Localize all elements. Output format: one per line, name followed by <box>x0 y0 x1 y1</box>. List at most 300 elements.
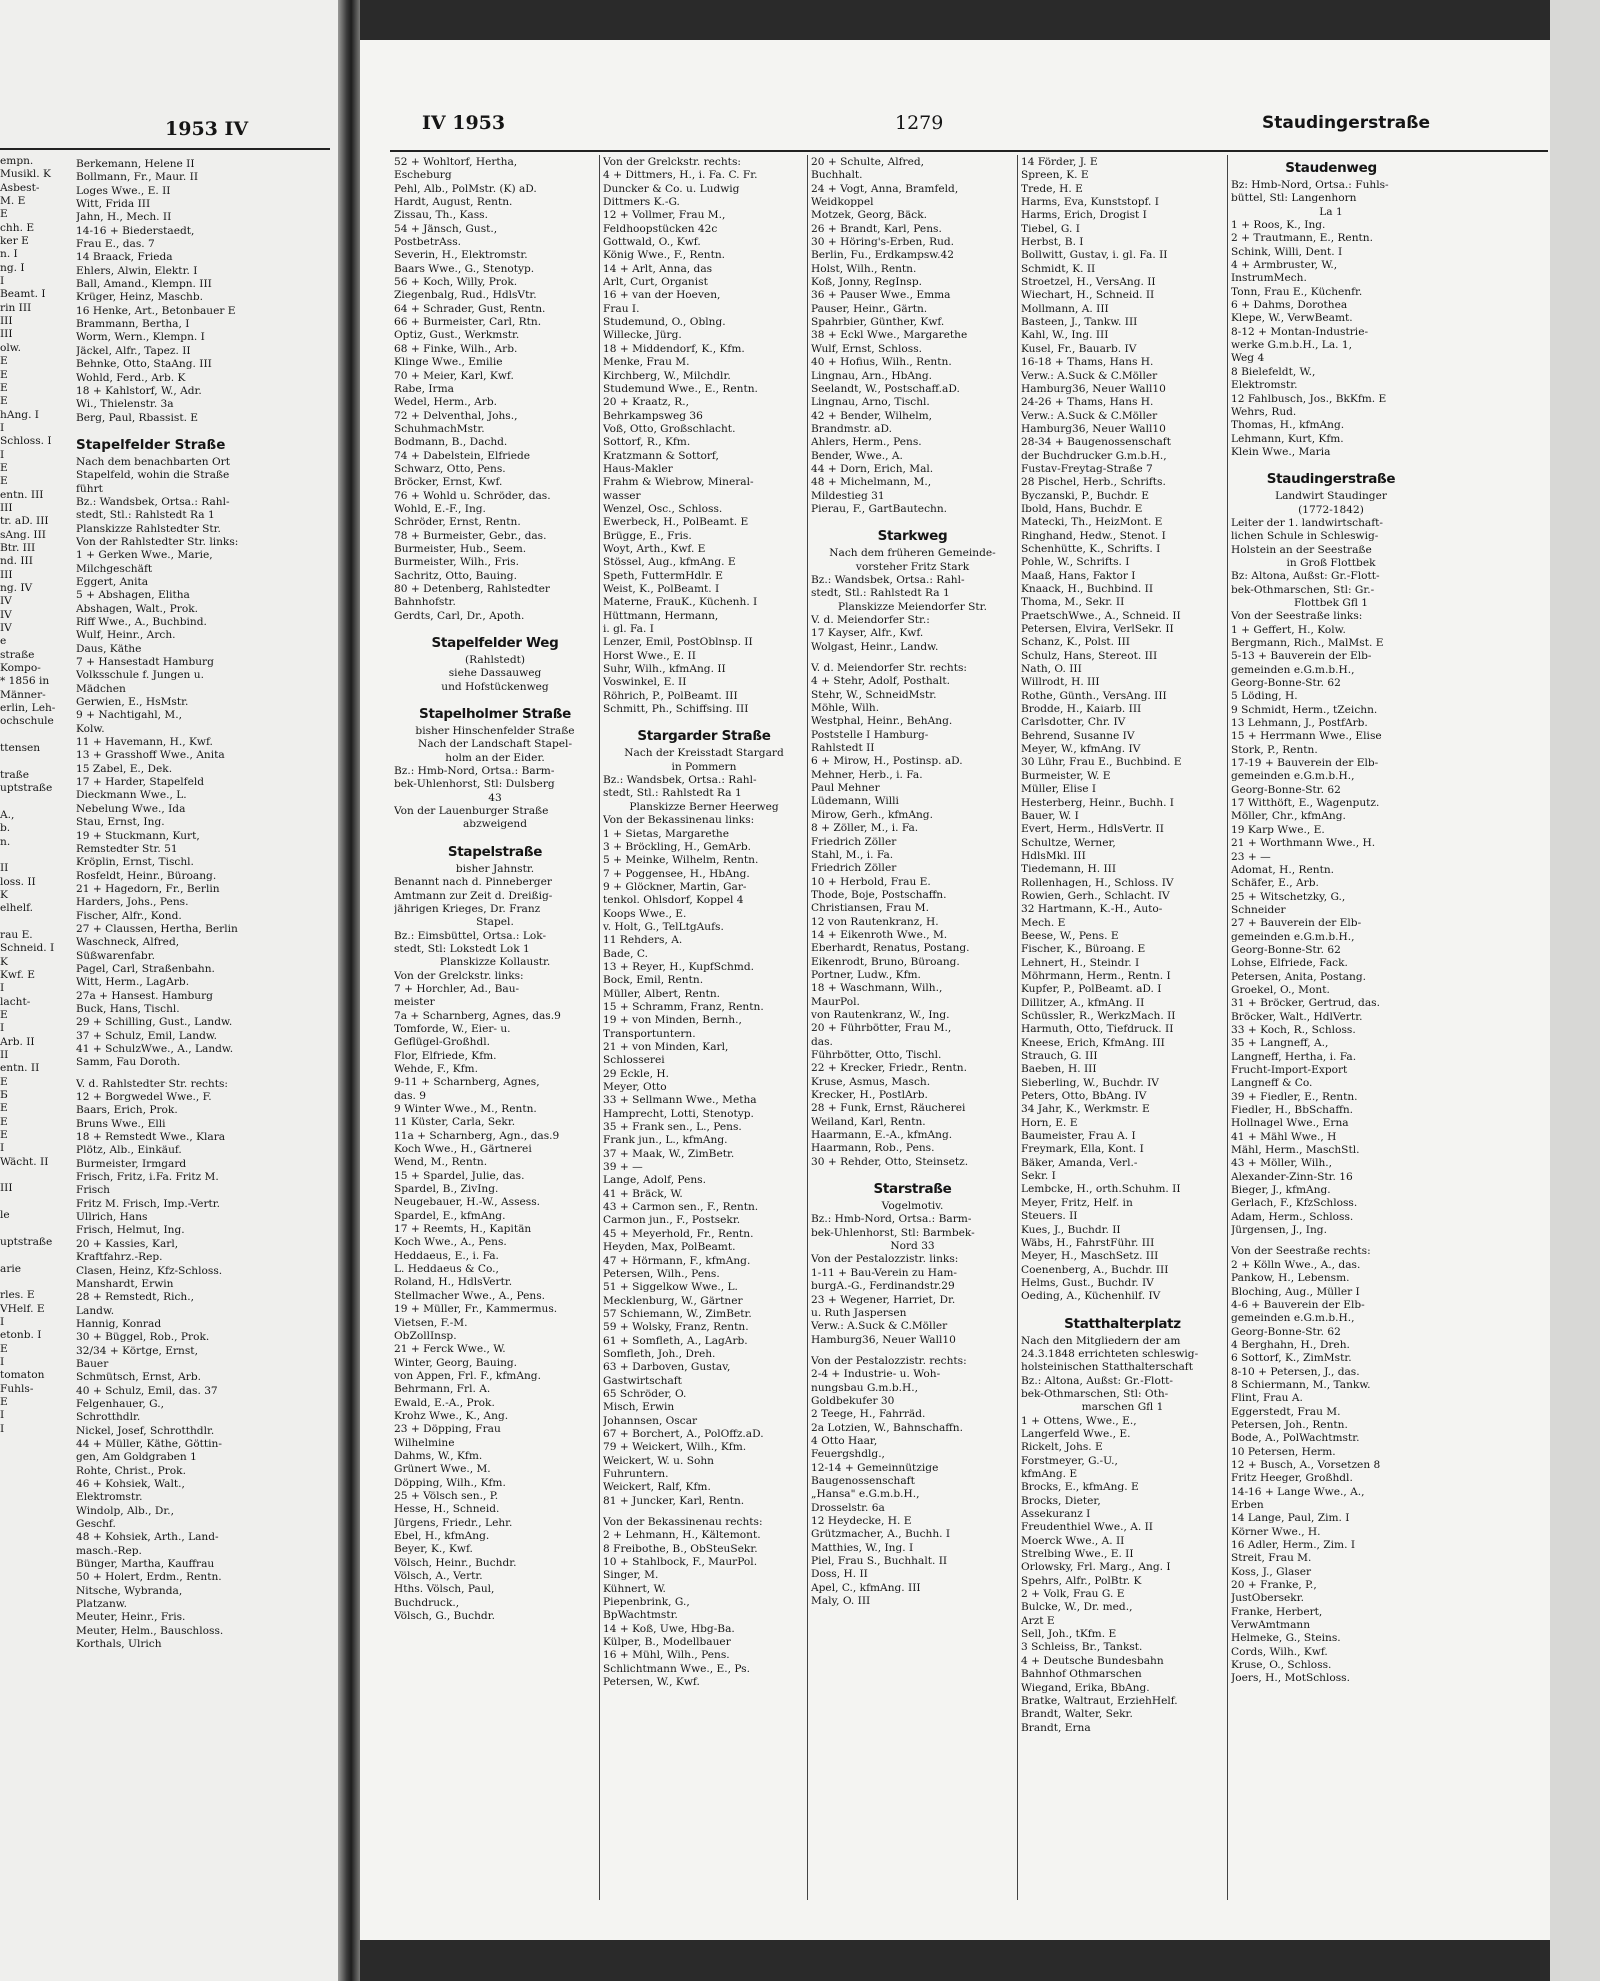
column-1 <box>394 156 596 1623</box>
directory-entry: Brandt, Erna <box>1021 1721 1091 1734</box>
directory-entry: Drosselstr. 6a <box>811 1501 885 1514</box>
directory-entry: Kirchberg, W., Milchdlr. <box>603 369 731 382</box>
directory-entry: Pagel, Carl, Straßenbahn. <box>76 962 215 975</box>
fragment-entry <box>0 916 70 929</box>
directory-entry: Haus-Makler <box>603 462 673 475</box>
directory-entry: Brocks, E., kfmAng. E <box>1021 1481 1139 1494</box>
directory-entry: Koß, Jonny, RegInsp. <box>811 276 923 289</box>
street-note: 43 <box>488 791 502 804</box>
directory-entry: 8-12 + Montan-Industrie- <box>1231 325 1369 338</box>
fragment-entry: E <box>0 1395 8 1408</box>
fragment-entry: E <box>0 368 8 381</box>
fragment-entry: erlin, Leh- <box>0 702 56 715</box>
directory-entry: 18 + Waschmann, Wilh., <box>811 982 943 995</box>
directory-entry: Wohld, Ferd., Arb. K <box>76 371 186 384</box>
directory-entry: Körner Wwe., H. <box>1231 1525 1321 1538</box>
directory-entry: Hardt, August, Rentn. <box>394 196 513 209</box>
directory-entry: Von der Rahlstedter Str. links: <box>76 535 239 548</box>
directory-entry: 1 + Roos, K., Ing. <box>1231 219 1326 232</box>
directory-entry: Maaß, Hans, Faktor I <box>1021 569 1136 582</box>
directory-entry: Hollnagel Wwe., Erna <box>1231 1117 1349 1130</box>
directory-entry: Hamburg36, Neuer Wall10 <box>1021 422 1166 435</box>
directory-entry: Ringhand, Hedw., Stenot. I <box>1021 529 1166 542</box>
directory-entry: Bollwitt, Gustav, i. gl. Fa. II <box>1021 249 1168 262</box>
directory-entry: Georg-Bonne-Str. 62 <box>1231 677 1341 690</box>
directory-entry: Schäfer, E., Arb. <box>1231 877 1319 890</box>
directory-entry: Langneff & Co. <box>1231 1077 1313 1090</box>
directory-entry: Hamprecht, Lotti, Stenotyp. <box>603 1107 754 1120</box>
directory-entry: Von der Grelckstr. links: <box>394 969 524 982</box>
directory-entry: Bz: Altona, Außst: Gr.-Flott- <box>1231 570 1380 583</box>
directory-entry: 16 + Mühl, Wilh., Pens. <box>603 1649 730 1662</box>
street-note: Planskizze Kollaustr. <box>439 956 551 969</box>
directory-entry: Bz.: Hmb-Nord, Ortsa.: Barm- <box>811 1213 972 1226</box>
directory-entry: 8 Schiermann, M., Tankw. <box>1231 1378 1371 1391</box>
directory-entry: Ball, Amand., Klempn. III <box>76 278 212 291</box>
directory-entry: 4-6 + Bauverein der Elb- <box>1231 1298 1365 1311</box>
fragment-entry: IV <box>0 608 12 621</box>
directory-entry: Müller, Elise I <box>1021 783 1097 796</box>
directory-entry: masch.-Rep. <box>76 1544 142 1557</box>
street-note: Nord 33 <box>890 1240 935 1253</box>
fragment-entry: ochschule <box>0 715 54 728</box>
directory-entry: Wi., Thielenstr. 3a <box>76 398 174 411</box>
directory-entry: 20 + Kassies, Karl, <box>76 1237 179 1250</box>
fragment-entry: E <box>0 1009 8 1021</box>
directory-entry: Friedrich Zöller <box>811 835 897 848</box>
directory-entry: 18 + Middendorf, K., Kfm. <box>603 342 745 355</box>
column-divider <box>1017 155 1018 1900</box>
fragment-entry: Btr. III <box>0 541 36 554</box>
fragment-entry: I <box>0 1142 5 1155</box>
directory-entry: Plötz, Alb., Einkäuf. <box>76 1144 182 1157</box>
directory-entry: Kneese, Erich, KfmAng. III <box>1021 1036 1165 1049</box>
directory-entry: Wedel, Herm., Arb. <box>394 396 498 409</box>
street-note: führt <box>76 482 103 495</box>
directory-entry: Wulf, Heinr., Arch. <box>76 629 176 642</box>
directory-entry: 24 + Vogt, Anna, Bramfeld, <box>811 182 959 195</box>
directory-entry: Rickelt, Johs. E <box>1021 1441 1103 1454</box>
directory-entry: Gottwald, O., Kwf. <box>603 236 701 249</box>
directory-entry: Arzt E <box>1021 1614 1055 1627</box>
directory-entry: Woyt, Arth., Kwf. E <box>603 542 706 555</box>
directory-entry: Gerlach, F., KfzSchloss. <box>1231 1197 1358 1210</box>
directory-entry: 6 Sottorf, K., ZimMstr. <box>1231 1352 1352 1365</box>
directory-entry: Lohse, Elfriede, Fack. <box>1231 957 1348 970</box>
directory-entry: Behrend, Susanne IV <box>1021 729 1135 742</box>
fragment-entry: chh. E <box>0 221 35 234</box>
directory-entry: 19 Karp Wwe., E. <box>1231 823 1325 836</box>
directory-entry: Kratzmann & Sottorf, <box>603 449 719 462</box>
directory-entry: Poststelle I Hamburg- <box>811 728 929 741</box>
directory-entry: 1-11 + Bau-Verein zu Ham- <box>811 1266 957 1279</box>
spacer <box>1231 1237 1431 1245</box>
street-note: vorsteher Fritz Stark <box>855 560 970 573</box>
directory-entry: Ullrich, Hans <box>76 1211 148 1224</box>
directory-entry: Mirow, Gerh., kfmAng. <box>811 808 933 821</box>
directory-entry: Lingnau, Arn., HbAng. <box>811 369 933 382</box>
directory-entry: Weg 4 <box>1231 352 1265 365</box>
directory-entry: bek-Othmarschen, Stl: Oth- <box>1021 1387 1169 1400</box>
directory-entry: Steuers. II <box>1021 1210 1078 1223</box>
directory-entry: 56 + Koch, Willy, Prok. <box>394 276 518 289</box>
directory-entry: 4 Otto Haar, <box>811 1434 878 1447</box>
directory-entry: 7 + Hansestadt Hamburg <box>76 656 214 669</box>
directory-entry: Franke, Herbert, <box>1231 1605 1323 1618</box>
directory-entry: Witt, Frida III <box>76 198 151 211</box>
directory-entry: Bz: Hmb-Nord, Ortsa.: Fuhls- <box>1231 179 1389 191</box>
fragment-entry: rles. E <box>0 1289 35 1302</box>
directory-entry: 79 + Weickert, Wilh., Kfm. <box>603 1441 747 1454</box>
directory-entry: 41 + SchulzWwe., A., Landw. <box>76 1043 234 1055</box>
directory-entry: Haarmann, Rob., Pens. <box>811 1142 935 1155</box>
directory-entry: Speth, FuttermHdlr. E <box>603 569 723 582</box>
directory-entry: Severin, H., Elektromstr. <box>394 249 528 262</box>
fragment-entry: E <box>0 395 8 408</box>
directory-entry: Nebelung Wwe., Ida <box>76 802 186 815</box>
directory-entry: Somfleth, Joh., Dreh. <box>603 1347 716 1360</box>
directory-entry: Buck, Hans, Tischl. <box>76 1002 180 1015</box>
directory-entry: 2 + Kölln Wwe., A., das. <box>1231 1258 1361 1271</box>
fragment-entry: lacht- <box>0 995 31 1008</box>
directory-entry: Schlichtmann Wwe., E., Ps. <box>603 1662 750 1675</box>
directory-entry: Heyden, Max, PolBeamt. <box>603 1241 736 1254</box>
directory-entry: 27 + Bauverein der Elb- <box>1231 917 1362 930</box>
directory-entry: Kusel, Fr., Bauarb. IV <box>1021 342 1137 355</box>
directory-entry: Ebel, H., kfmAng. <box>394 1530 490 1542</box>
directory-entry: stedt, Stl.: Rahlstedt Ra 1 <box>811 587 950 600</box>
directory-entry: 8 Bielefeldt, W., <box>1231 365 1316 378</box>
directory-entry: büttel, Stl: Langenhorn <box>1231 192 1357 205</box>
directory-entry: 20 + Führbötter, Frau M., <box>811 1022 952 1035</box>
directory-entry: Willrodt, H. III <box>1021 676 1100 689</box>
directory-entry: Platzanw. <box>76 1598 127 1611</box>
directory-entry: Bz.: Wandsbek, Ortsa.: Rahl- <box>811 573 965 586</box>
street-note: Vogelmotiv. <box>881 1200 944 1213</box>
street-note: (1772-1842) <box>1298 503 1364 516</box>
directory-entry: 37 + Maak, W., ZimBetr. <box>603 1147 735 1160</box>
directory-entry: 46 + Kohsiek, Walt., <box>76 1478 185 1490</box>
directory-entry: Singer, M. <box>603 1569 659 1582</box>
directory-entry: 12-14 + Gemeinnützige <box>811 1461 939 1474</box>
directory-entry: 24.3.1848 errichteten schleswig- <box>1021 1347 1199 1360</box>
fragment-entry: b. <box>0 822 11 835</box>
directory-entry: 2 + Lehmann, H., Kältemont. <box>603 1529 761 1542</box>
directory-entry: Verw.: A.Suck & C.Möller <box>811 1320 948 1333</box>
directory-entry: Nach dem benachbarten Ort <box>76 455 231 468</box>
directory-entry: Amtmann zur Zeit d. Dreißig- <box>394 889 553 902</box>
directory-entry: Weiland, Karl, Rentn. <box>811 1115 926 1128</box>
directory-entry: Nitsche, Wybranda, <box>76 1584 183 1597</box>
directory-entry: Mehner, Herb., i. Fa. <box>811 768 923 781</box>
fragment-entry: II <box>0 862 9 875</box>
directory-entry: 6 + Mirow, H., Postinsp. aD. <box>811 755 963 768</box>
directory-entry: „Hansa" e.G.m.b.H., <box>811 1488 920 1501</box>
fragment-entry: n. I <box>0 248 18 261</box>
directory-entry: VerwAmtmann <box>1231 1619 1311 1632</box>
fragment-entry: II <box>0 1049 9 1062</box>
directory-entry: 7a + Scharnberg, Agnes, das.9 <box>394 1009 561 1022</box>
directory-entry: 11 Küster, Carla, Sekr. <box>394 1116 516 1129</box>
directory-entry: 14-16 + Lange Wwe., A., <box>1231 1485 1365 1498</box>
directory-entry: 20 + Schulte, Alfred, <box>811 156 925 168</box>
directory-entry: 39 + — <box>603 1161 643 1174</box>
directory-entry: 36 + Pauser Wwe., Emma <box>811 289 951 302</box>
street-heading: Stapelholmer Straße <box>419 706 571 723</box>
directory-entry: Verw.: A.Suck & C.Möller <box>1021 369 1158 382</box>
directory-entry: 9 Schmidt, Herm., tZeichn. <box>1231 703 1378 716</box>
directory-entry: 80 + Detenberg, Rahlstedter <box>394 583 550 595</box>
directory-entry: Schmidt, K. II <box>1021 262 1096 275</box>
directory-entry: Meyer, W., kfmAng. IV <box>1021 743 1141 756</box>
directory-entry: Kraftfahrz.-Rep. <box>76 1251 163 1264</box>
fragment-entry: Kwf. E <box>0 968 35 981</box>
directory-entry: Frisch, Fritz, i.Fa. Fritz M. <box>76 1171 219 1184</box>
directory-entry: bek-Othmarschen, Stl: Gr.- <box>1231 583 1375 596</box>
directory-entry: Oeding, A., Küchenhilf. IV <box>1021 1290 1161 1303</box>
directory-entry: Harms, Eva, Kunststopf. I <box>1021 196 1159 209</box>
directory-entry: Burmeister, Wilh., Fris. <box>394 556 519 569</box>
directory-entry: 31 + Bröcker, Gertrud, das. <box>1231 997 1380 1010</box>
fragment-entry: E <box>0 1075 8 1088</box>
directory-entry: Kahl, W., Ing. III <box>1021 329 1109 342</box>
directory-entry: Möhrmann, Herm., Rentn. I <box>1021 969 1171 982</box>
directory-entry: 33 + Koch, R., Schloss. <box>1231 1023 1356 1036</box>
fragment-entry: I <box>0 1409 5 1422</box>
directory-entry: Schink, Willi, Dent. I <box>1231 245 1343 258</box>
directory-entry: 17 + Reemts, H., Kapitän <box>394 1223 532 1236</box>
directory-entry: Tonn, Frau E., Küchenfr. <box>1231 285 1363 298</box>
directory-entry: Weist, K., PolBeamt. I <box>603 583 720 595</box>
directory-entry: das. <box>811 1035 833 1048</box>
directory-entry: 21 + Hagedorn, Fr., Berlin <box>76 882 220 895</box>
directory-entry: Bratke, Waltraut, ErziehHelf. <box>1021 1694 1178 1707</box>
directory-entry: Nach den Mitgliedern der am <box>1021 1334 1181 1347</box>
directory-entry: MaurPol. <box>811 995 860 1008</box>
directory-entry: Flint, Frau A. <box>1231 1392 1303 1405</box>
directory-entry: Krecker, H., PostlArb. <box>811 1089 928 1102</box>
header-right: Staudingerstraße <box>1262 113 1430 133</box>
directory-entry: Elektromstr. <box>1231 379 1298 392</box>
fragment-entry: entn. III <box>0 488 44 501</box>
directory-entry: Weickert, W. u. Sohn <box>603 1454 714 1467</box>
directory-entry: Frisch <box>76 1184 110 1197</box>
directory-entry: Bodmann, B., Dachd. <box>394 436 508 449</box>
directory-entry: Sieberling, W., Buchdr. IV <box>1021 1076 1159 1089</box>
fragment-entry <box>0 849 70 862</box>
directory-entry: 43 + Carmon sen., F., Rentn. <box>603 1201 759 1214</box>
directory-entry: bek-Uhlenhorst, Stl: Dulsberg <box>394 778 555 791</box>
directory-entry: Brocks, Dieter, <box>1021 1494 1101 1507</box>
directory-entry: Bergmann, Rich., MalMst. E <box>1231 637 1384 649</box>
directory-entry: Grünert Wwe., M. <box>394 1463 491 1476</box>
directory-entry: 5 + Meinke, Wilhelm, Rentn. <box>603 854 759 867</box>
directory-entry: 7 + Horchler, Ad., Bau- <box>394 982 520 995</box>
directory-entry: Paul Mehner <box>811 782 880 795</box>
directory-entry: 1 + Gerken Wwe., Marie, <box>76 549 213 562</box>
directory-entry: Meyer, Fritz, Helf. in <box>1021 1196 1133 1209</box>
directory-entry: stedt, Stl.: Rahlstedt Ra 1 <box>603 787 742 800</box>
directory-entry: Meuter, Heinr., Fris. <box>76 1611 186 1624</box>
directory-entry: Gastwirtschaft <box>603 1374 682 1387</box>
directory-entry: Peters, Otto, BbAng. IV <box>1021 1090 1147 1103</box>
fragment-entry: Männer- <box>0 688 46 701</box>
directory-entry: 17 Witthöft, E., Wagenputz. <box>1231 797 1380 810</box>
directory-entry: Holst, Wilh., Rentn. <box>811 262 917 275</box>
directory-entry: 23 + Wegener, Harriet, Dr. <box>811 1293 956 1306</box>
directory-entry: Cords, Wilh., Kwf. <box>1231 1645 1328 1658</box>
directory-entry: Witt, Herm., LagArb. <box>76 976 190 989</box>
street-note: Planskizze Berner Heerweg <box>629 800 779 813</box>
fragment-entry: E <box>0 1342 8 1355</box>
street-heading: Staudingerstraße <box>1266 471 1396 488</box>
directory-entry: Piel, Frau S., Buchhalt. II <box>811 1555 948 1568</box>
directory-entry: Piepenbrink, G., <box>603 1596 690 1609</box>
column-divider <box>599 155 600 1900</box>
directory-entry: Baeben, H. III <box>1021 1063 1097 1076</box>
directory-entry: Petersen, Joh., Rentn. <box>1231 1418 1348 1431</box>
directory-entry: Haarmann, E.-A., kfmAng. <box>811 1129 953 1142</box>
directory-entry: Dillitzer, A., kfmAng. II <box>1021 996 1145 1009</box>
directory-entry: Matthies, W., Ing. I <box>811 1541 914 1554</box>
directory-entry: Berg, Paul, Rbassist. E <box>76 411 199 424</box>
directory-entry: Klepe, W., VerwBeamt. <box>1231 312 1353 325</box>
fragment-entry: olw. <box>0 341 21 354</box>
directory-entry: Schwarz, Otto, Pens. <box>394 462 506 475</box>
directory-entry: Thoma, M., Sekr. II <box>1021 596 1125 609</box>
directory-entry: 4 + Armbruster, W., <box>1231 259 1338 272</box>
fragment-entry: I <box>0 421 5 434</box>
book-gutter <box>338 0 360 1981</box>
fragment-entry: E <box>0 1102 8 1115</box>
directory-entry: Ewald, E.-A., Prok. <box>394 1396 495 1409</box>
directory-entry: Strauch, G. III <box>1021 1050 1098 1063</box>
fragment-entry <box>0 729 70 742</box>
fragment-entry: E <box>0 1129 8 1142</box>
directory-entry: 5 Löding, H. <box>1231 690 1298 703</box>
directory-entry: 61 + Somfleth, A., LagArb. <box>603 1334 748 1347</box>
street-heading: Stapelstraße <box>447 843 543 860</box>
directory-entry: Materne, FrauK., Küchenh. I <box>603 596 758 609</box>
directory-entry: Bock, Emil, Rentn. <box>603 974 704 987</box>
directory-entry: 5 + Abshagen, Elitha <box>76 589 190 602</box>
directory-entry: Schmitt, Ph., Schiffsing. III <box>603 703 749 716</box>
directory-entry: Voswinkel, E. II <box>603 676 687 689</box>
directory-entry: Pankow, H., Lebensm. <box>1231 1272 1350 1285</box>
directory-entry: 24-26 + Thams, Hans H. <box>1021 396 1154 409</box>
fragment-entry: Б <box>0 1089 8 1102</box>
directory-entry: 4 + Deutsche Bundesbahn <box>1021 1654 1164 1667</box>
directory-entry: Spardel, E., kfmAng. <box>394 1209 506 1222</box>
directory-entry: Wiegand, Erika, BbAng. <box>1021 1681 1150 1694</box>
directory-entry: Bruns Wwe., Elli <box>76 1117 166 1130</box>
directory-entry: Fritz M. Frisch, Imp.-Vertr. <box>76 1197 221 1210</box>
directory-entry: 59 + Wolsky, Franz, Rentn. <box>603 1321 749 1334</box>
right-page <box>360 40 1550 1940</box>
directory-entry: Hamburg36, Neuer Wall10 <box>1021 382 1166 395</box>
directory-entry: 6 + Dahms, Dorothea <box>1231 299 1348 312</box>
fragment-entry: I <box>0 1422 5 1435</box>
spacer <box>603 716 805 724</box>
directory-entry: Petersen, Anita, Postang. <box>1231 970 1367 983</box>
directory-entry: 2 + Trautmann, E., Rentn. <box>1231 232 1373 245</box>
directory-entry: Mädchen <box>76 682 126 695</box>
fragment-entry <box>0 1169 70 1182</box>
directory-entry: 7 + Poggensee, H., HbAng. <box>603 867 750 880</box>
street-note: und Hofstückenweg <box>441 680 549 693</box>
fragment-entry: Kompo- <box>0 662 41 675</box>
directory-entry: Horn, E. E <box>1021 1116 1078 1129</box>
directory-entry: Möller, Chr., kfmAng. <box>1231 810 1346 823</box>
directory-entry: 25 + Völsch sen., P. <box>394 1489 499 1502</box>
directory-entry: Lüdemann, Willi <box>811 795 899 808</box>
directory-entry: 1 + Ottens, Wwe., E., <box>1021 1414 1137 1427</box>
directory-entry: Carlsdotter, Chr. IV <box>1021 716 1126 729</box>
directory-entry: Sell, Joh., tKfm. E <box>1021 1628 1117 1641</box>
fragment-entry: III <box>0 315 13 328</box>
directory-entry: 74 + Dabelstein, Elfriede <box>394 449 531 462</box>
directory-entry: 17-19 + Bauverein der Elb- <box>1231 757 1379 770</box>
directory-entry: 11 Rehders, A. <box>603 934 683 947</box>
directory-entry: Langerfeld Wwe., E. <box>1021 1427 1131 1440</box>
directory-entry: 8 + Zöller, M., i. Fa. <box>811 822 919 835</box>
directory-entry: SchuhmachMstr. <box>394 422 485 435</box>
directory-entry: Schröder, Ernst, Rentn. <box>394 516 521 529</box>
directory-entry: Willecke, Jürg. <box>603 329 682 342</box>
directory-entry: Mech. E <box>1021 916 1066 929</box>
directory-entry: 37 + Schulz, Emil, Landw. <box>76 1029 218 1042</box>
column-2 <box>603 156 805 1690</box>
directory-entry: Mecklenburg, W., Gärtner <box>603 1294 743 1307</box>
directory-entry: Sottorf, R., Kfm. <box>603 436 691 449</box>
directory-entry: Rabe, Irma <box>394 382 454 395</box>
directory-entry: Hths. Völsch, Paul, <box>394 1583 495 1596</box>
directory-entry: Korthals, Ulrich <box>76 1638 162 1651</box>
right-margin <box>1550 0 1600 1981</box>
directory-entry: 47 + Hörmann, F., kfmAng. <box>603 1254 751 1267</box>
fragment-entry: uptstraße <box>0 782 53 795</box>
spacer <box>394 694 596 702</box>
directory-entry: InstrumMech. <box>1231 272 1307 285</box>
directory-entry: Frank jun., L., kfmAng. <box>603 1134 728 1147</box>
directory-entry: Sachritz, Otto, Bauing. <box>394 569 517 582</box>
directory-entry: Christiansen, Frau M. <box>811 902 930 915</box>
directory-entry: HdlsMkl. III <box>1021 849 1086 862</box>
directory-entry: Pauser, Heinr., Gärtn. <box>811 302 928 315</box>
directory-entry: Wolgast, Heinr., Landw. <box>811 640 939 653</box>
directory-entry: gemeinden e.G.m.b.H., <box>1231 1312 1355 1325</box>
directory-entry: Schanz, K., Polst. III <box>1021 636 1130 649</box>
directory-entry: Herbst, B. I <box>1021 236 1084 249</box>
directory-entry: 9 + Nachtigahl, M., <box>76 709 182 722</box>
directory-entry: Basteen, J., Tankw. III <box>1021 316 1138 329</box>
directory-entry: Koch Wwe., H., Gärtnerei <box>394 1143 532 1156</box>
directory-entry: 27a + Hansest. Hamburg <box>76 989 213 1002</box>
directory-entry: Röhrich, P., PolBeamt. III <box>603 689 738 702</box>
directory-entry: Hamburg36, Neuer Wall10 <box>811 1333 956 1346</box>
directory-entry: Bz.: Wandsbek, Ortsa.: Rahl- <box>603 774 757 787</box>
directory-entry: Klinge Wwe., Emilie <box>394 356 503 369</box>
directory-entry: Wend, M., Rentn. <box>394 1156 488 1169</box>
directory-entry: Coenenberg, A., Buchdr. III <box>1021 1263 1169 1276</box>
directory-entry: Eggert, Anita <box>76 575 149 588</box>
directory-entry: Byczanski, P., Buchdr. E <box>1021 489 1149 502</box>
directory-entry: 23 + — <box>1231 850 1271 863</box>
fragment-entry <box>0 1196 70 1209</box>
directory-entry: Wilhelmine <box>394 1436 455 1449</box>
directory-entry: Völsch, A., Vertr. <box>394 1570 483 1583</box>
directory-entry: Lingnau, Arno, Tischl. <box>811 396 930 409</box>
